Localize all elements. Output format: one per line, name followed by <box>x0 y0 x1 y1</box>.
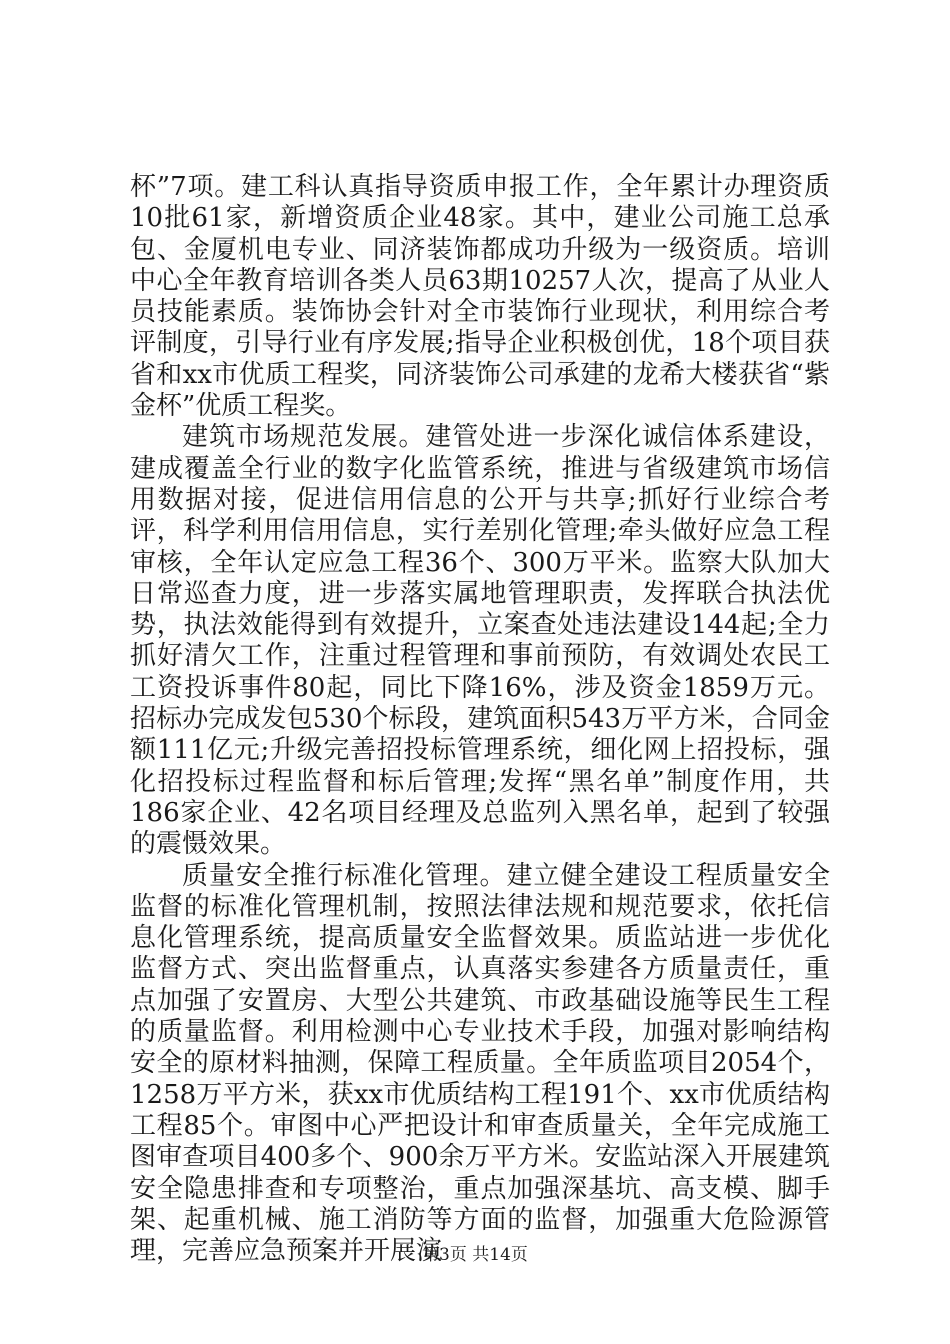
paragraph-3: 质量安全推行标准化管理。建立健全建设工程质量安全监督的标准化管理机制，按照法律法规和规范要求，依托信息化管理系统，提高质量安全监督效果。质监站进一步优化监督方式、突出监督重点，认真落实参建各方质量责任，重点加强了安置房、大型公共建筑、市政基础设施等民生工程的质量监督。利用检测中心专业技术手段，加强对影响结构安全的原材料抽测，保障工程质量。全年质监项目2054个，1258万平方米，获xx市优质结构工程191个、xx市优质结构工程85个。审图中心严把设计和审查质量关，全年完成施工图审查项目400多个、900余万平方米。安监站深入开展建筑安全隐患排查和专项整治，重点加强深基坑、高支模、脚手架、起重机械、施工消防等方面的监督，加强重大危险源管理，完善应急预案并开展演 <box>130 860 830 1267</box>
document-body <box>130 172 830 1267</box>
paragraph-2: 建筑市场规范发展。建管处进一步深化诚信体系建设，建成覆盖全行业的数字化监管系统，推进与省级建筑市场信用数据对接，促进信用信息的公开与共享;抓好行业综合考评，科学利用信用信息，实行差别化管理;牵头做好应急工程审核，全年认定应急工程36个、300万平米。监察大队加大日常巡查力度，进一步落实属地管理职责，发挥联合执法优势，执法效能得到有效提升，立案查处违法建设144起;全力抓好清欠工作，注重过程管理和事前预防，有效调处农民工工资投诉事件80起，同比下降16%，涉及资金1859万元。招标办完成发包530个标段，建筑面积543万平方米，合同金额111亿元;升级完善招投标管理系统，细化网上招投标，强化招投标过程监督和标后管理;发挥“黑名单”制度作用，共186家企业、42名项目经理及总监列入黑名单，起到了较强的震慑效果。 <box>130 422 830 860</box>
page-footer: 第3页 共14页 <box>422 1245 528 1265</box>
paragraph-1: 杯”7项。建工科认真指导资质申报工作，全年累计办理资质10批61家，新增资质企业48家。其中，建业公司施工总承包、金厦机电专业、同济装饰都成功升级为一级资质。培训中心全年教育培训各类人员63期10257人次，提高了从业人员技能素质。装饰协会针对全市装饰行业现状，利用综合考评制度，引导行业有序发展;指导企业积极创优，18个项目获省和xx市优质工程奖，同济装饰公司承建的龙希大楼获省“紫金杯”优质工程奖。 <box>130 172 830 422</box>
